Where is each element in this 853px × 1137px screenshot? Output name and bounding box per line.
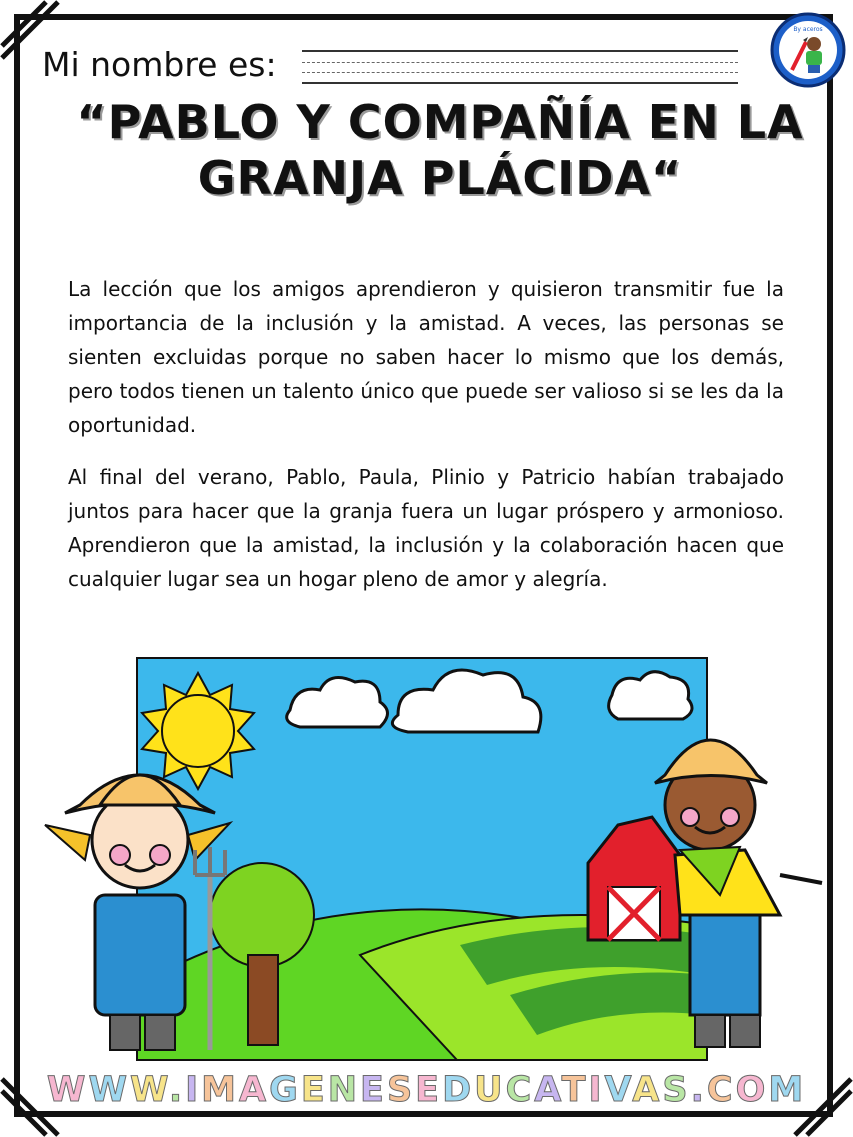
- title-line-1: “PABLO Y COMPAÑÍA EN LA: [76, 95, 804, 149]
- svg-text:By aceros: By aceros: [793, 26, 823, 33]
- name-row: [42, 45, 277, 84]
- brand-logo: [770, 12, 846, 88]
- title-line-2: GRANJA PLÁCIDA“: [197, 151, 683, 205]
- name-label: Mi nombre es:: [42, 45, 277, 84]
- paragraph-2: Al final del verano, Pablo, Paula, Plinio y Patricio habían trabajado juntos para hacer que la granja fuera un lugar próspero y armonioso. Aprendieron que la amistad, la inclusión y la colaboración hacen que cualquier lugar sea un hogar pleno de amor y alegría.: [68, 465, 784, 591]
- cloud-icon: [609, 672, 692, 719]
- website-url: WWW.IMAGENESEDUCATIVAS.COM: [46, 1070, 807, 1110]
- page-title: [60, 94, 820, 206]
- paragraph-1: La lección que los amigos aprendieron y quisieron transmitir fue la importancia de la inclusión y la amistad. A veces, las personas se sienten excluidas porque no saben hacer lo mismo que los demás, pero todos tienen un talento único que puede ser valioso si se les da la oportunidad.: [68, 277, 784, 437]
- farm-illustration: [40, 655, 830, 1065]
- name-writing-line[interactable]: [302, 48, 738, 86]
